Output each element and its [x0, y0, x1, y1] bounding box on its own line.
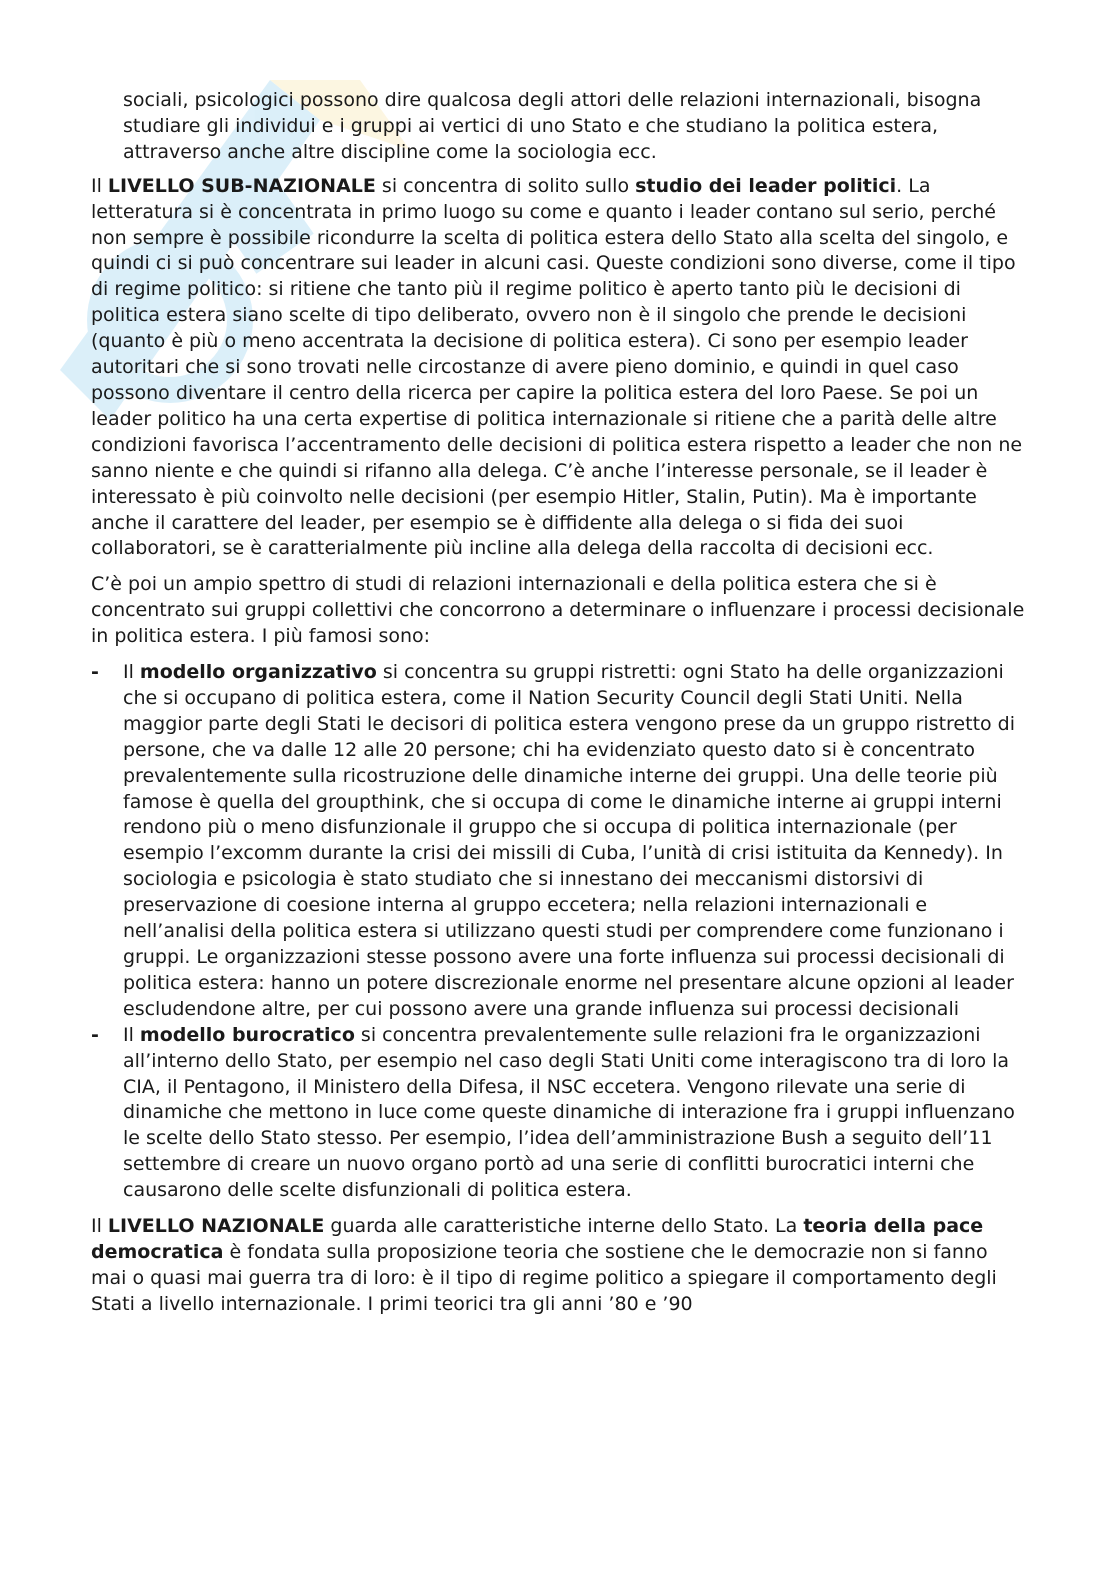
subnational-heading: LIVELLO SUB-NAZIONALE: [107, 174, 376, 197]
subnational-middle: si concentra di solito sullo: [375, 174, 636, 197]
collective-paragraph: C’è poi un ampio spettro di studi di relazioni internazionali e della politica estera che si è concentrato sui gruppi collettivi che concorrono a determinare o influenzare i processi decisionale in politica estera. I più famosi sono:: [91, 573, 1025, 648]
list-marker: -: [91, 661, 99, 684]
list-item-organizational-model: [91, 660, 1026, 1023]
models-list: [91, 660, 1026, 1204]
subnational-prefix: Il: [91, 174, 108, 197]
model-text: si concentra su gruppi ristretti: ogni Stato ha delle organizzazioni che si occupano di politica estera, come il Nation Security Council degli Stati Uniti. Nella maggior parte degli Stati le decisori di politica estera vengono prese da un gruppo ristretto di persone, che va dalle 12 alle 20 persone; chi ha evidenziato questo dato si è concentrato prevalentemente sulla ricostruzione delle dinamiche interne dei gruppi. Una delle teorie più famose è quella del groupthink, che si occupa di come le dinamiche interne ai gruppi interni rendono più o meno disfunzionale il gruppo che si occupa di politica internazionale (per esempio l’excomm durante la crisi dei missili di Cuba, l’unità di crisi istituita da Kennedy). In sociologia e psicologia è stato studiato che si innestano dei meccanismi distorsivi di preservazione di coesione interna al gruppo eccetera; nella relazioni internazionali e nell’analisi della politica estera si utilizzano questi studi per comprendere come funzionano i gruppi. Le organizzazioni stesse possono avere una forte influenza sui processi decisionali di politica estera: hanno un potere discrezionale enorme nel presentare alcune opzioni al leader escludendone altre, per cui possono avere una grande influenza sui processi decisionali: [123, 661, 1016, 1020]
national-prefix: Il: [91, 1215, 108, 1238]
national-middle: guarda alle caratteristiche interne dello Stato. La: [324, 1215, 804, 1238]
model-term: modello burocratico: [139, 1023, 355, 1046]
national-body: è fondata sulla proposizione teoria che sostiene che le democrazie non si fanno mai o quasi mai guerra tra di loro: è il tipo di regime politico a spiegare il comportamento degli Stati a livello internazionale. I primi teorici tra gli anni ’80 e ’90: [91, 1240, 997, 1315]
national-paragraph: [91, 1214, 1026, 1318]
intro-continuation: sociali, psicologici possono dire qualcosa degli attori delle relazioni internazionali, bisogna studiare gli individui e i gruppi ai vertici di uno Stato e che studiano la politica estera, attraverso anche altre discipline come la sociologia ecc.: [123, 89, 982, 163]
model-prefix: Il: [123, 661, 140, 684]
subnational-paragraph: [91, 174, 1026, 563]
subnational-body: . La letteratura si è concentrata in primo luogo su come e quanto i leader contano sul serio, perché non sempre è possibile ricondurre la scelta di politica estera dello Stato alla scelta del singolo, e quindi ci si può concentrare sui leader in alcuni casi. Queste condizioni sono diverse, come il tipo di regime politico: si ritiene che tanto più il regime politico è aperto tanto più le decisioni di politica estera siano scelte di tipo deliberato, ovvero non è il singolo che prende le decisioni (quanto è più o meno accentrata la decisione di politica estera). Ci sono per esempio leader autoritari che si sono trovati nelle circostanze di avere pieno dominio, e quindi in quel caso possono diventare il centro della ricerca per capire la politica estera del loro Paese. Se poi un leader politico ha una certa expertise di politica internazionale si ritiene che a parità delle altre condizioni favorisca l’accentramento delle decisioni di politica estera rispetto a leader che non ne sanno niente e che quindi si rifanno alla delega. C’è anche l’interesse personale, se il leader è interessato è più coinvolto nelle decisioni (per esempio Hitler, Stalin, Putin). Ma è importante anche il carattere del leader, per esempio se è diffidente alla delega o si fida dei suoi collaboratori, se è caratterialmente più incline alla delega della raccolta di decisioni ecc.: [91, 174, 1023, 560]
list-item-bureaucratic-model: [91, 1023, 1026, 1204]
model-prefix: Il: [123, 1023, 140, 1046]
subnational-focus: studio dei leader politici: [635, 174, 897, 197]
model-term: modello organizzativo: [139, 661, 377, 684]
list-marker: -: [91, 1023, 99, 1046]
national-theory: teoria della pace democratica: [91, 1215, 984, 1263]
model-text: si concentra prevalentemente sulle relazioni fra le organizzazioni all’interno dello Stato, per esempio nel caso degli Stati Uniti come interagiscono tra di loro la CIA, il Pentagono, il Ministero della Difesa, il NSC eccetera. Vengono rilevate una serie di dinamiche che mettono in luce come queste dinamiche di interazione fra i gruppi influenzano le scelte dello Stato stesso. Per esempio, l’idea dell’amministrazione Bush a seguito dell’11 settembre di creare un nuovo organo portò ad una serie di conflitti burocratici interni che causarono delle scelte disfunzionali di politica estera.: [123, 1023, 1015, 1202]
national-heading: LIVELLO NAZIONALE: [107, 1215, 325, 1238]
document-page: [91, 88, 1026, 1328]
